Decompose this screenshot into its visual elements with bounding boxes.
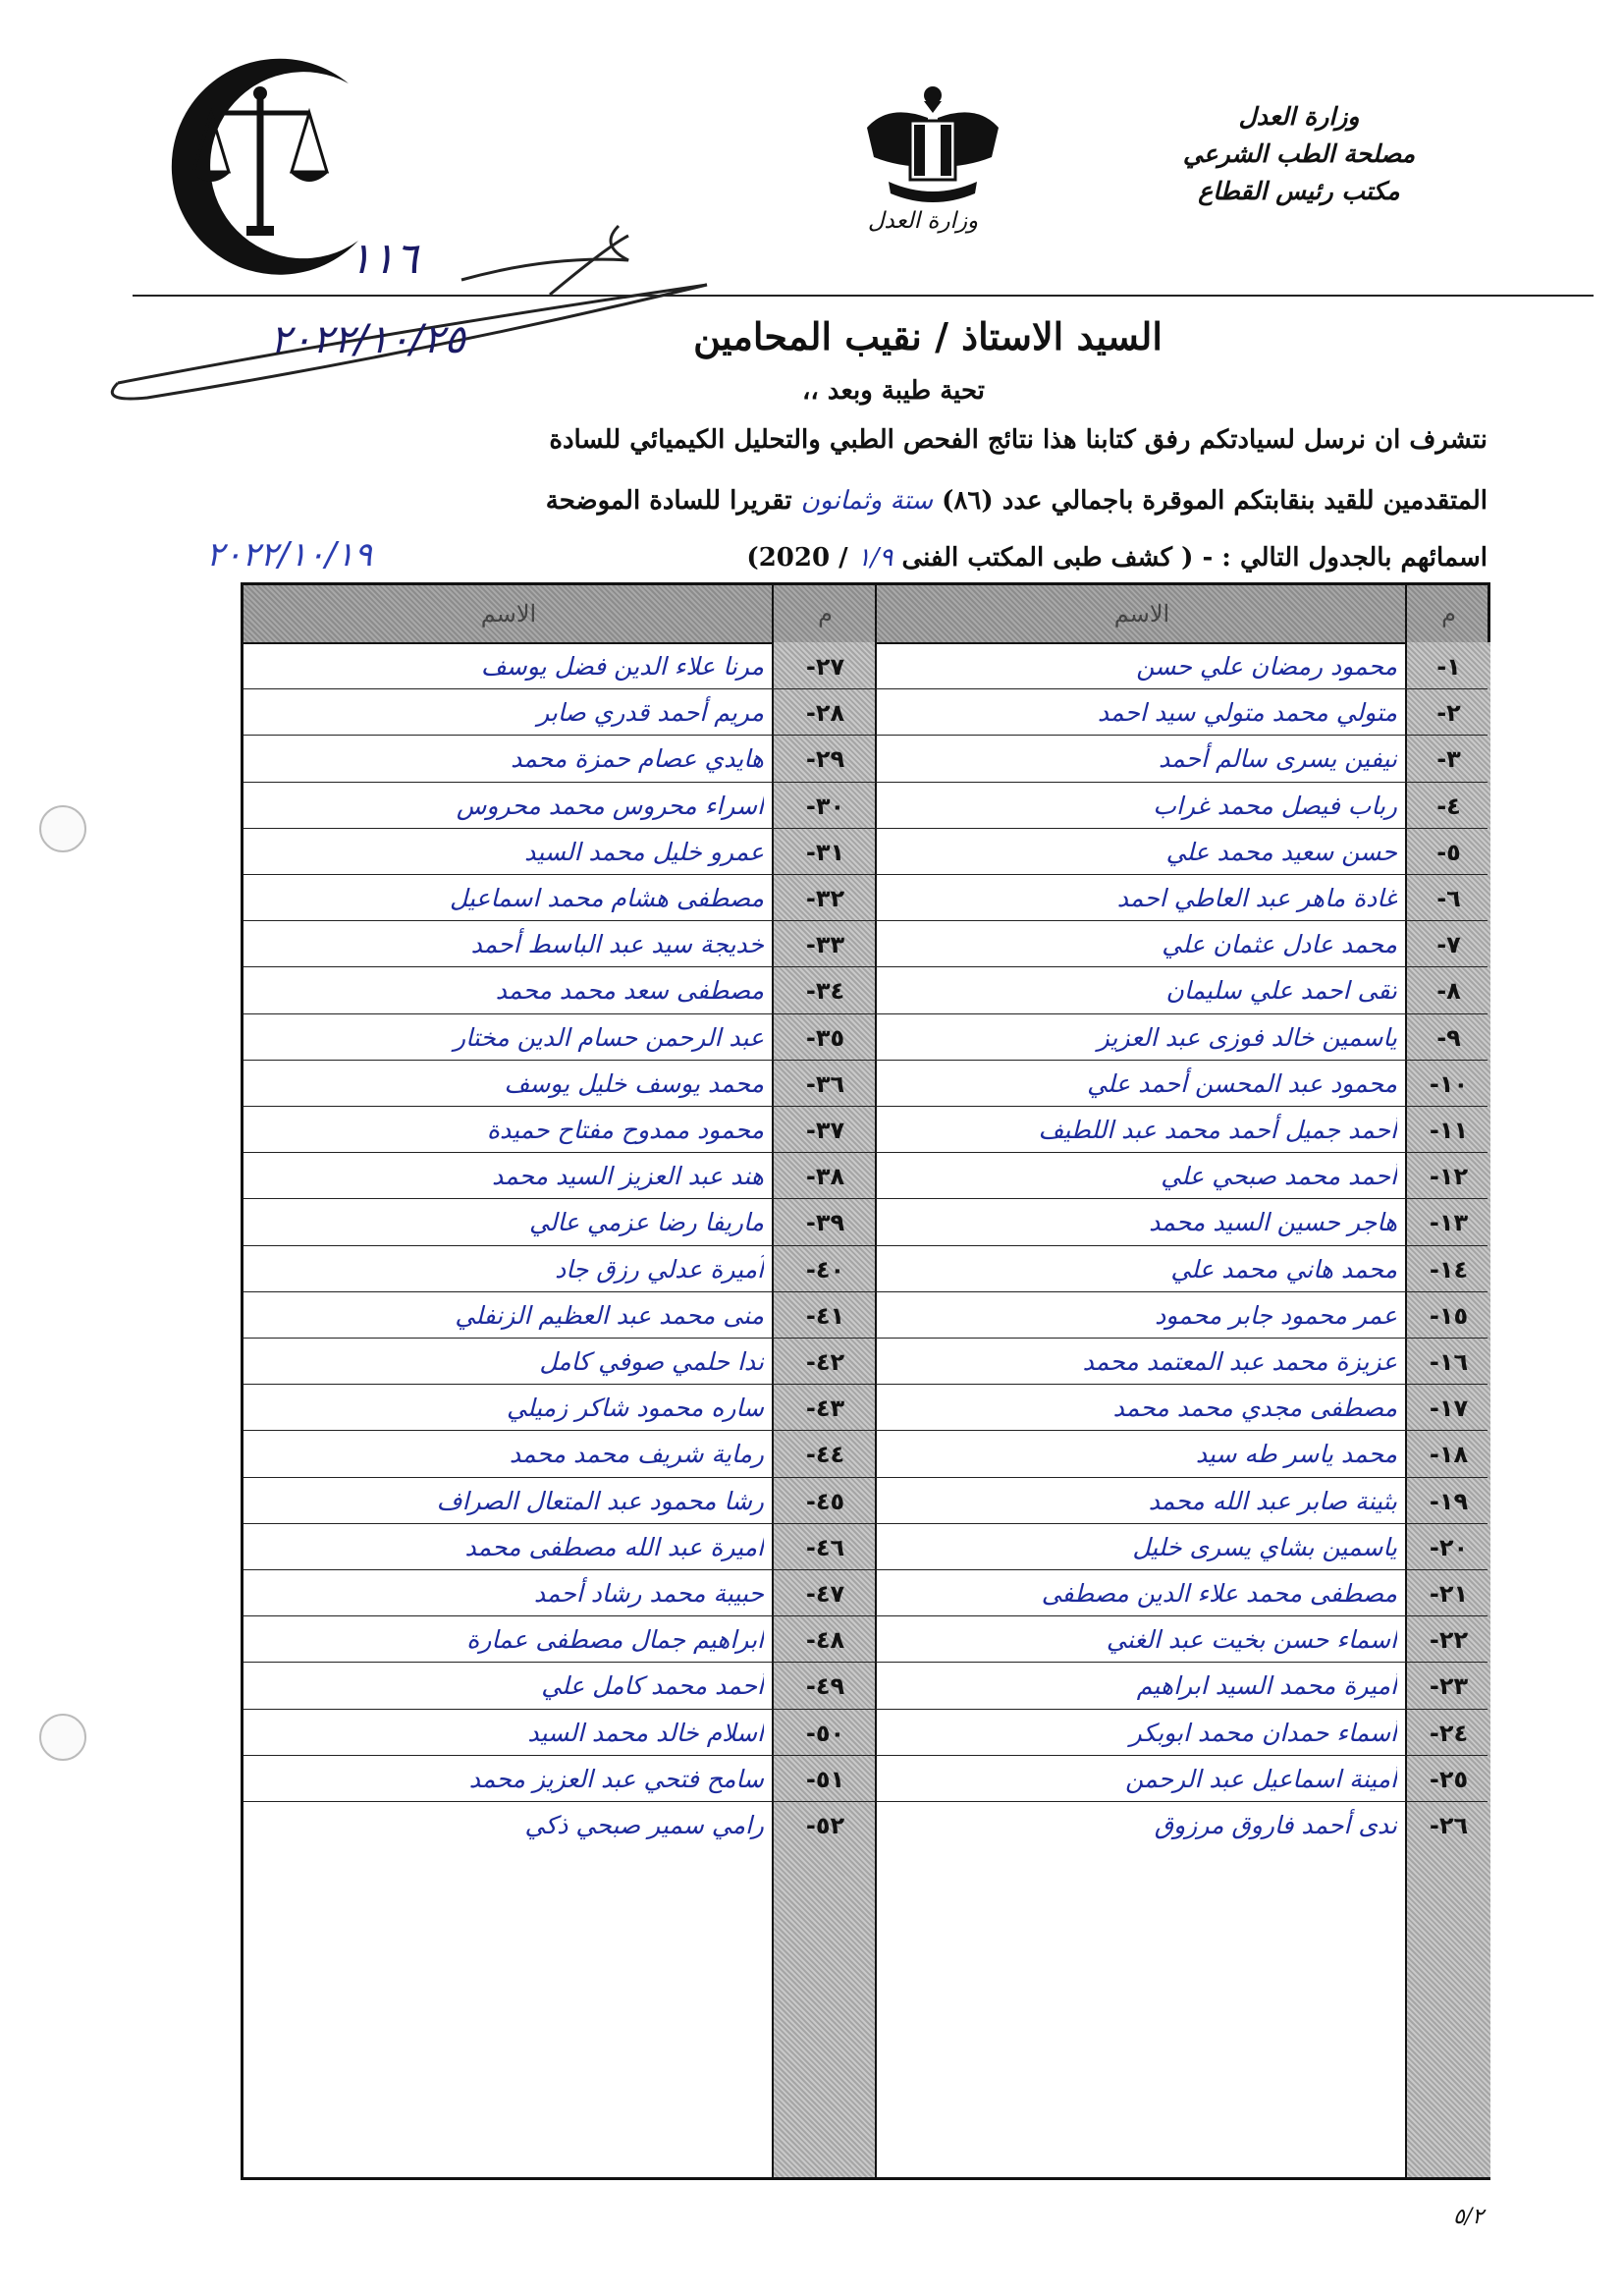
- handwritten-count-words: ستة وثمانون: [800, 486, 934, 516]
- row-number: ٥٠-: [805, 1719, 845, 1747]
- ministry-header: [1132, 98, 1466, 210]
- addressee-title: السيد الاستاذ / نقيب المحامين: [693, 314, 1163, 358]
- row-number: ٣٦-: [805, 1069, 845, 1098]
- person-name: عمرو خليل محمد السيد: [524, 837, 764, 866]
- person-name: متولي محمد متولي سيد احمد: [1097, 698, 1397, 728]
- person-name: اسماء حسن بخيت عبد الغني: [1106, 1625, 1397, 1655]
- person-name: هاجر حسين السيد محمد: [1149, 1208, 1397, 1237]
- header-num-right: م: [1441, 600, 1456, 628]
- row-number: ١٠-: [1429, 1069, 1469, 1098]
- row-number: ١٦-: [1429, 1348, 1469, 1376]
- person-name: ياسمين خالد فوزى عبد العزيز: [1097, 1022, 1397, 1052]
- person-name: عمر محمود جابر محمود: [1155, 1300, 1397, 1330]
- row-number: ٤٣-: [805, 1394, 845, 1423]
- letter-line-2-end: تقريرا للسادة الموضحة: [545, 486, 792, 516]
- row-number: ٣٥-: [805, 1023, 845, 1052]
- person-name: أحمد جميل أحمد محمد عبد اللطيف: [1038, 1116, 1397, 1144]
- row-number: ١-: [1436, 653, 1461, 681]
- handwritten-ref-date: ٢٠٢٢/١٠/٢٥: [270, 317, 465, 362]
- row-number: ٢٦-: [1429, 1812, 1469, 1839]
- person-name: بثينة صابر عبد الله محمد: [1148, 1486, 1397, 1515]
- person-name: ابراهيم جمال مصطفى عمارة: [466, 1625, 764, 1655]
- letter-line-3-start: اسمائهم بالجدول التالي : - ( كشف طبى المكتب الفنى: [901, 543, 1488, 573]
- person-name: خديجة سيد عبد الباسط أحمد: [470, 930, 764, 959]
- person-name: مصطفى مجدي محمد محمد: [1112, 1394, 1397, 1423]
- header-name-left: الاسم: [480, 600, 537, 628]
- row-number: ٥١-: [805, 1765, 845, 1793]
- row-number: ١٤-: [1429, 1255, 1469, 1284]
- person-name: مرنا علاء الدين فضل يوسف: [480, 652, 764, 681]
- person-name: رامي سمير صبحي ذكي: [524, 1811, 764, 1839]
- row-number: ٣١-: [805, 838, 845, 866]
- row-number: ٤٤-: [805, 1441, 845, 1469]
- letter-line-2-start: المتقدمين للقيد بنقابتكم الموقرة باجمالي عدد (٨٦): [942, 486, 1488, 516]
- person-name: مصطفى سعد محمد محمد: [495, 976, 764, 1006]
- row-number: ٣٠-: [805, 792, 845, 820]
- punch-hole: [39, 805, 86, 852]
- letter-line-3-end: / 2020): [746, 543, 848, 573]
- person-name: اسراء محروس محمد محروس: [456, 791, 764, 820]
- person-name: محمود ممدوح مفتاح حميدة: [486, 1116, 764, 1144]
- person-name: ياسمين بشاي يسرى خليل: [1132, 1532, 1397, 1561]
- person-name: محمد هاني محمد علي: [1170, 1254, 1397, 1284]
- row-number: ٤٠-: [805, 1255, 845, 1284]
- row-number: ٣٧-: [805, 1117, 845, 1144]
- person-name: ندى أحمد فاروق مرزوق: [1154, 1811, 1397, 1839]
- row-number: ٢٤-: [1429, 1719, 1469, 1747]
- header-rule: [133, 295, 1594, 297]
- person-name: ساره محمود شاكر زميلي: [507, 1394, 764, 1423]
- person-name: غادة ماهر عبد العاطي احمد: [1116, 884, 1397, 912]
- row-number: ٢٧-: [805, 653, 845, 681]
- person-name: حبيبة محمد رشاد أحمد: [533, 1579, 764, 1608]
- ministry-line-2: مصلحة الطب الشرعي: [1182, 139, 1416, 168]
- row-number: ١٧-: [1429, 1394, 1469, 1423]
- person-name: أحمد محمد كامل علي: [541, 1671, 764, 1701]
- person-name: تقى احمد علي سليمان: [1165, 976, 1397, 1006]
- person-name: ندا حلمي صوفي كامل: [539, 1347, 764, 1376]
- person-name: سامح فتحي عبد العزيز محمد: [468, 1764, 764, 1793]
- person-name: محمد ياسر طه سيد: [1195, 1440, 1397, 1469]
- letter-line-3: [250, 543, 1488, 573]
- row-number: ٤٢-: [805, 1348, 845, 1376]
- row-number: ٤-: [1436, 792, 1461, 820]
- table-header-row: [243, 585, 1488, 644]
- row-number: ١٨-: [1429, 1441, 1469, 1469]
- row-number: ٣٩-: [805, 1209, 845, 1237]
- row-number: ٦-: [1436, 885, 1461, 912]
- person-name: أسماء حمدان محمد ابوبكر: [1129, 1718, 1397, 1747]
- emblem-caption: وزارة العدل: [867, 208, 979, 234]
- handwritten-side-date: ٢٠٢٢/١٠/١٩: [206, 535, 373, 574]
- row-number: ١٥-: [1429, 1301, 1469, 1330]
- person-name: أميرة محمد السيد ابراهيم: [1136, 1671, 1397, 1701]
- row-number: ٢٥-: [1429, 1765, 1469, 1793]
- row-number: ٢١-: [1429, 1580, 1469, 1608]
- person-name: منى محمد عبد العظيم الزنفلي: [455, 1300, 764, 1330]
- ministry-line-1: وزارة العدل: [1238, 102, 1360, 131]
- row-number: ٣٢-: [805, 885, 845, 912]
- row-number: ٤٨-: [805, 1626, 845, 1655]
- row-number: ٥٢-: [805, 1812, 845, 1839]
- row-number: ٢-: [1436, 699, 1461, 728]
- row-number: ٤٧-: [805, 1580, 845, 1608]
- person-name: عزيزة محمد عبد المعتمد محمد: [1082, 1347, 1397, 1376]
- person-name: محمود رمضان علي حسن: [1136, 652, 1397, 681]
- person-name: رباب فيصل محمد غراب: [1153, 791, 1397, 820]
- person-name: نيفين يسرى سالم أحمد: [1159, 744, 1397, 774]
- header-name-right: الاسم: [1113, 600, 1170, 628]
- person-name: اسلام خالد محمد السيد: [527, 1718, 764, 1747]
- row-number: ٨-: [1436, 977, 1461, 1006]
- person-name: محمود عبد المحسن أحمد علي: [1087, 1068, 1397, 1098]
- row-number: ٥-: [1436, 838, 1461, 866]
- person-name: مريم أحمد قدري صابر: [537, 698, 764, 728]
- person-name: رماية شريف محمد محمد: [509, 1440, 764, 1469]
- row-number: ٤٦-: [805, 1533, 845, 1561]
- row-number: ٣٤-: [805, 977, 845, 1006]
- person-name: مصطفى محمد علاء الدين مصطفى: [1041, 1579, 1397, 1608]
- row-number: ٤٩-: [805, 1672, 845, 1701]
- row-number: ٧-: [1436, 931, 1461, 959]
- row-number: ١١-: [1429, 1117, 1469, 1144]
- person-name: آميرة عدلي رزق جاد: [555, 1254, 764, 1284]
- handwritten-file-ref: ١/٩: [856, 543, 893, 573]
- person-name: أحمد محمد صبحي علي: [1161, 1162, 1397, 1191]
- page-mark: ٥/٢: [1453, 2205, 1485, 2229]
- ministry-line-3: مكتب رئيس القطاع: [1198, 177, 1400, 205]
- row-number: ٢٨-: [805, 699, 845, 728]
- header-num-left: م: [818, 600, 833, 628]
- person-name: حسن سعيد محمد علي: [1165, 837, 1397, 866]
- row-number: ٢٢-: [1429, 1626, 1469, 1655]
- row-number: ٣٨-: [805, 1163, 845, 1191]
- person-name: هايدي عصام حمزة محمد: [511, 744, 764, 774]
- names-table: [241, 582, 1490, 2180]
- person-name: عبد الرحمن حسام الدين مختار: [454, 1022, 764, 1052]
- person-name: مصطفى هشام محمد اسماعيل: [450, 884, 764, 912]
- person-name: رشا محمود عبد المتعال الصراف: [436, 1486, 764, 1515]
- row-number: ٢٣-: [1429, 1672, 1469, 1701]
- person-name: أمينة اسماعيل عبد الرحمن: [1125, 1764, 1397, 1793]
- punch-hole: [39, 1714, 86, 1761]
- row-number: ١٢-: [1429, 1163, 1469, 1191]
- handwritten-ref-number: ١١٦: [349, 234, 418, 284]
- person-name: هند عبد العزيز السيد محمد: [491, 1162, 764, 1191]
- row-number: ٩-: [1436, 1023, 1461, 1052]
- row-number: ١٩-: [1429, 1487, 1469, 1515]
- row-number: ٢٩-: [805, 745, 845, 774]
- person-name: محمد عادل عثمان علي: [1162, 930, 1397, 959]
- row-number: ٤٥-: [805, 1487, 845, 1515]
- row-number: ٢٠-: [1429, 1533, 1469, 1561]
- letter-line-2: [250, 486, 1488, 516]
- row-number: ٤١-: [805, 1301, 845, 1330]
- row-number: ٣-: [1436, 745, 1461, 774]
- row-number: ١٣-: [1429, 1209, 1469, 1237]
- person-name: ماريفا رضا عزمي عالي: [529, 1208, 764, 1237]
- greeting: تحية طيبة وبعد ،،: [801, 376, 986, 406]
- person-name: اميرة عبد الله مصطفى محمد: [464, 1532, 764, 1561]
- eagle-emblem-icon: [859, 74, 1006, 221]
- person-name: محمد يوسف خليل يوسف: [504, 1068, 764, 1098]
- row-number: ٣٣-: [805, 931, 845, 959]
- letter-line-1: نتشرف ان نرسل لسيادتكم رفق كتابنا هذا نتائج الفحص الطبي والتحليل الكيميائي للسادة: [549, 425, 1488, 455]
